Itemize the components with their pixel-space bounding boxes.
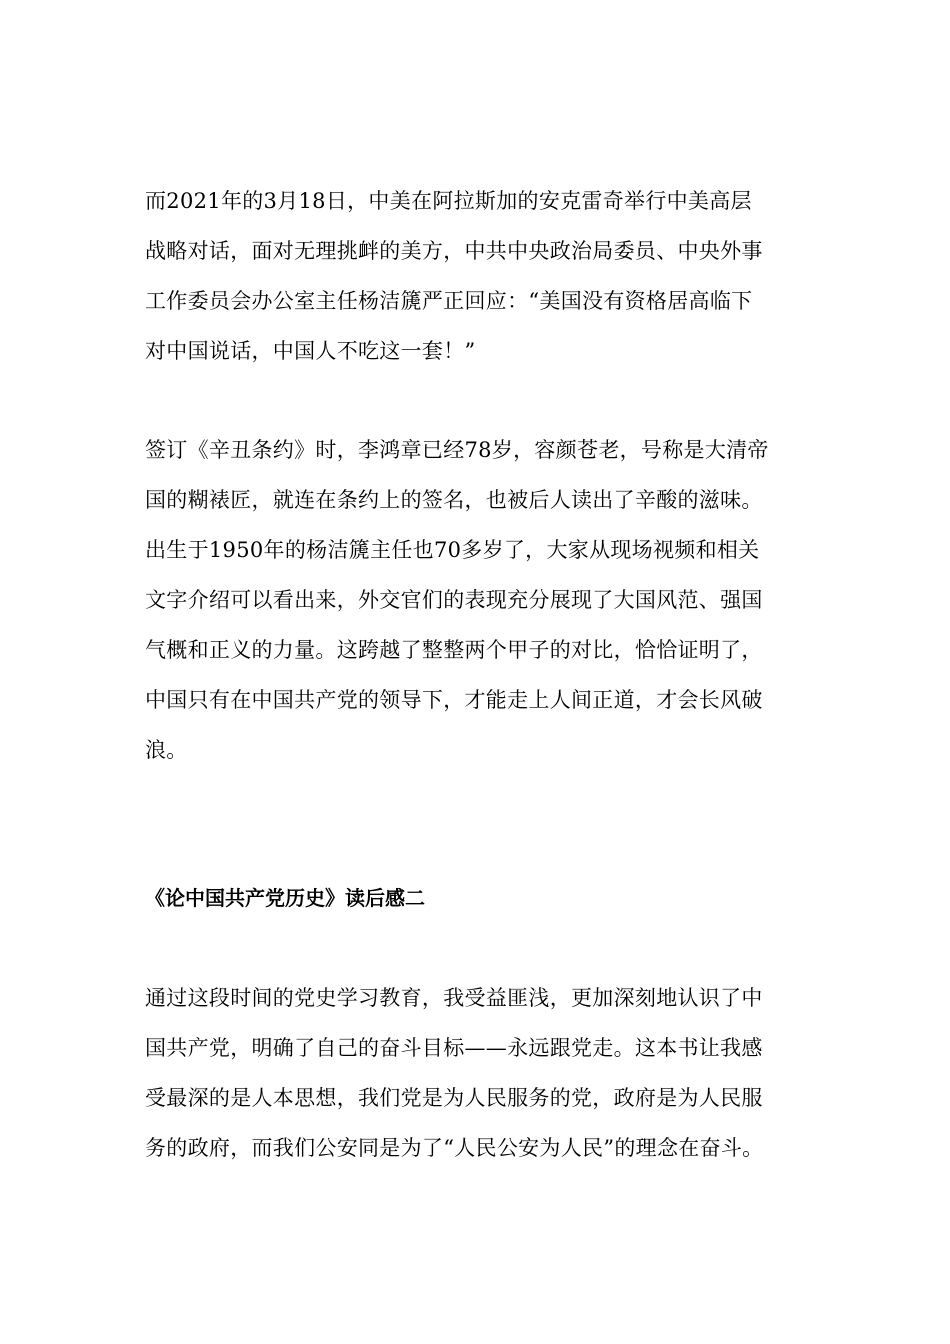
paragraph-2-line-1: 签订《辛丑条约》时，李鸿章已经78岁，容颜苍老，号称是大清帝 (145, 438, 769, 462)
paragraph-3-line-4: 务的政府，而我们公安同是为了“人民公安为人民”的理念在奋斗。 (145, 1136, 764, 1160)
paragraph-2-line-6: 中国只有在中国共产党的领导下，才能走上人间正道，才会长风破 (145, 688, 763, 712)
paragraph-2-line-7: 浪。 (145, 738, 188, 762)
paragraph-2-line-5: 气概和正义的力量。这跨越了整整两个甲子的对比，恰恰证明了， (145, 638, 763, 662)
paragraph-2-line-2: 国的糊裱匠，就连在条约上的签名，也被后人读出了辛酸的滋味。 (145, 488, 763, 512)
paragraph-2-line-3: 出生于1950年的杨洁篪主任也70多岁了，大家从现场视频和相关 (145, 538, 760, 562)
paragraph-3-line-2: 国共产党，明确了自己的奋斗目标——永远跟党走。这本书让我感 (145, 1036, 763, 1060)
paragraph-1-line-4: 对中国说话，中国人不吃这一套！” (145, 339, 476, 363)
paragraph-1-line-3: 工作委员会办公室主任杨洁篪严正回应：“美国没有资格居高临下 (145, 289, 753, 313)
paragraph-3-line-3: 受最深的是人本思想，我们党是为人民服务的党，政府是为人民服 (145, 1086, 763, 1110)
section-title: 《论中国共产党历史》读后感二 (145, 886, 425, 910)
paragraph-3-line-1: 通过这段时间的党史学习教育，我受益匪浅，更加深刻地认识了中 (145, 986, 763, 1010)
paragraph-1-line-1: 而2021年的3月18日，中美在阿拉斯加的安克雷奇举行中美高层 (145, 189, 752, 213)
paragraph-2-line-4: 文字介绍可以看出来，外交官们的表现充分展现了大国风范、强国 (145, 588, 763, 612)
paragraph-1-line-2: 战略对话，面对无理挑衅的美方，中共中央政治局委员、中央外事 (145, 239, 763, 263)
